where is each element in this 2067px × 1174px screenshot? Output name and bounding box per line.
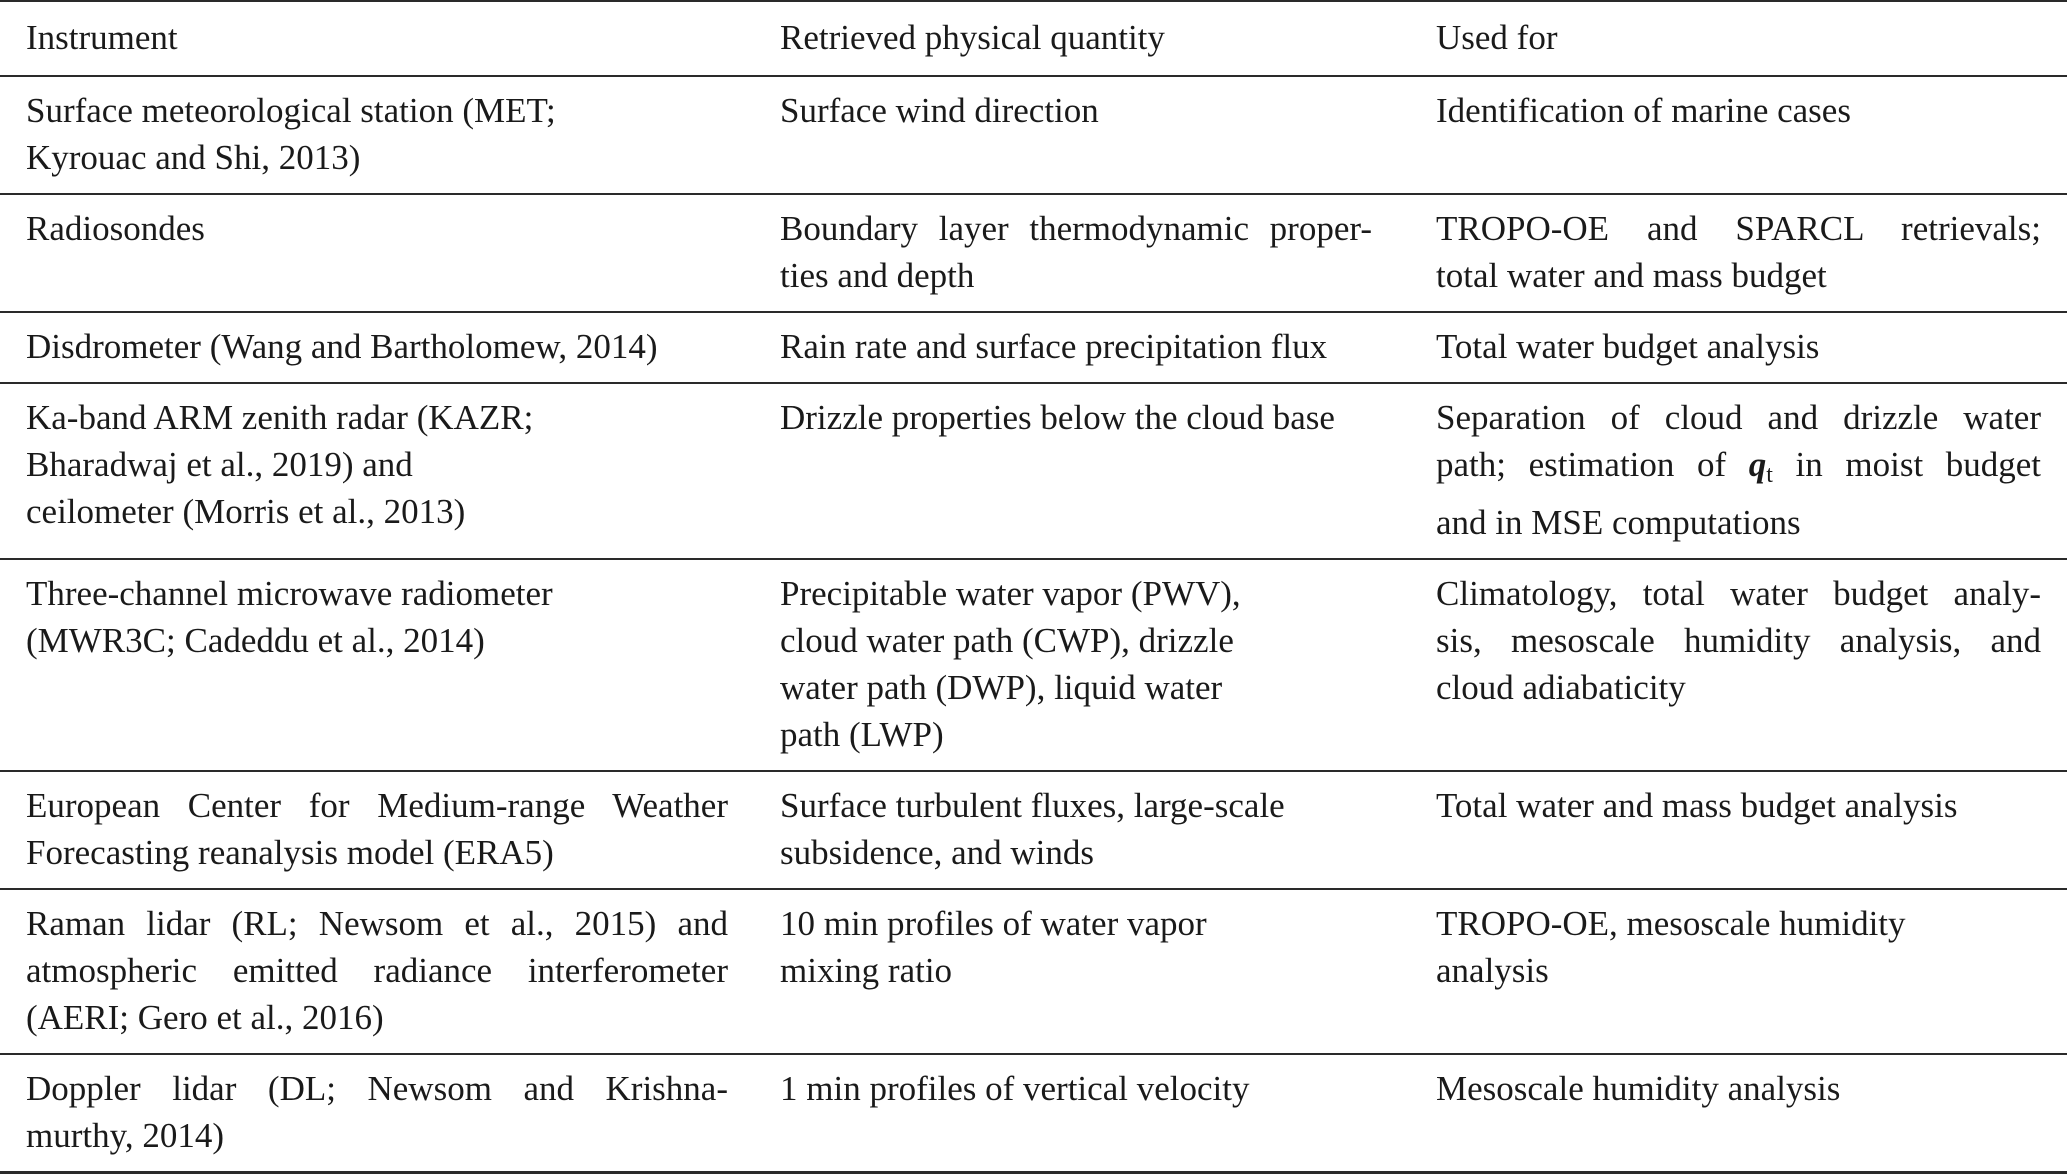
used-for-cell <box>1412 194 2067 312</box>
cell-line: analysis <box>1436 951 1549 990</box>
cell-line: cloud water path (CWP), drizzle <box>780 621 1234 660</box>
cell-line: Drizzle properties below the cloud base <box>780 398 1335 437</box>
math-symbol: q <box>1748 445 1767 484</box>
instrument-cell <box>0 889 754 1054</box>
cell-line: Boundary layer thermodynamic proper- <box>780 209 1372 248</box>
quantity-cell <box>754 383 1412 559</box>
cell-line: mixing ratio <box>780 951 953 990</box>
cell-line: TROPO-OE, mesoscale humidity <box>1436 904 1906 943</box>
table-row <box>0 889 2067 1054</box>
table-row <box>0 194 2067 312</box>
quantity-cell <box>754 889 1412 1054</box>
quantity-cell <box>754 312 1412 383</box>
cell-line: Bharadwaj et al., 2019) and <box>26 445 413 484</box>
table-row <box>0 771 2067 889</box>
instrument-cell <box>0 771 754 889</box>
cell-line: Total water and mass budget analysis <box>1436 786 1958 825</box>
quantity-cell <box>754 771 1412 889</box>
cell-line: Total water budget analysis <box>1436 327 1820 366</box>
cell-line: path (LWP) <box>780 715 944 754</box>
cell-text: path; estimation of <box>1436 445 1727 484</box>
cell-line: Climatology, total water budget analy- <box>1436 574 2041 613</box>
cell-line: Surface turbulent fluxes, large-scale <box>780 786 1285 825</box>
cell-line: TROPO-OE and SPARCL retrievals; <box>1436 209 2041 248</box>
instrument-cell <box>0 312 754 383</box>
cell-text: in moist budget <box>1795 445 2042 484</box>
math-subscript: t <box>1766 462 1773 488</box>
quantity-cell <box>754 559 1412 771</box>
header-used-for: Used for <box>1412 1 2067 76</box>
used-for-cell <box>1412 76 2067 194</box>
cell-line: Rain rate and surface precipitation flux <box>780 327 1328 366</box>
used-for-cell <box>1412 889 2067 1054</box>
cell-line: total water and mass budget <box>1436 256 1827 295</box>
cell-line: Three-channel microwave radiometer <box>26 574 553 613</box>
cell-line: Ka-band ARM zenith radar (KAZR; <box>26 398 534 437</box>
cell-line: ceilometer (Morris et al., 2013) <box>26 492 466 531</box>
cell-line: Surface wind direction <box>780 91 1099 130</box>
used-for-cell <box>1412 1054 2067 1173</box>
used-for-cell <box>1412 771 2067 889</box>
quantity-cell <box>754 1054 1412 1173</box>
header-instrument: Instrument <box>0 1 754 76</box>
cell-line: murthy, 2014) <box>26 1116 224 1155</box>
cell-line: Disdrometer (Wang and Bartholomew, 2014) <box>26 327 658 366</box>
instrument-cell <box>0 559 754 771</box>
cell-line: Identification of marine cases <box>1436 91 1851 130</box>
quantity-cell <box>754 76 1412 194</box>
table-row <box>0 383 2067 559</box>
used-for-cell <box>1412 383 2067 559</box>
cell-line: (MWR3C; Cadeddu et al., 2014) <box>26 621 485 660</box>
table-row <box>0 1054 2067 1173</box>
used-for-cell <box>1412 559 2067 771</box>
cell-line: subsidence, and winds <box>780 833 1094 872</box>
cell-line: Precipitable water vapor (PWV), <box>780 574 1241 613</box>
cell-line: 10 min profiles of water vapor <box>780 904 1207 943</box>
table-row <box>0 312 2067 383</box>
cell-line: water path (DWP), liquid water <box>780 668 1223 707</box>
table-row <box>0 559 2067 771</box>
quantity-cell <box>754 194 1412 312</box>
instrument-cell <box>0 76 754 194</box>
cell-line: Radiosondes <box>26 209 205 248</box>
instrument-cell <box>0 194 754 312</box>
cell-line: sis, mesoscale humidity analysis, and <box>1436 621 2041 660</box>
cell-line <box>1436 441 2041 499</box>
cell-line: Raman lidar (RL; Newsom et al., 2015) and <box>26 904 728 943</box>
cell-line: Doppler lidar (DL; Newsom and Krishna- <box>26 1069 728 1108</box>
cell-line: European Center for Medium-range Weather <box>26 786 728 825</box>
cell-line: Surface meteorological station (MET; <box>26 91 556 130</box>
instrument-cell <box>0 383 754 559</box>
cell-line: and in MSE computations <box>1436 503 1801 542</box>
cell-line: (AERI; Gero et al., 2016) <box>26 998 384 1037</box>
cell-line: ties and depth <box>780 256 975 295</box>
cell-line: Separation of cloud and drizzle water <box>1436 398 2041 437</box>
cell-line: 1 min profiles of vertical velocity <box>780 1069 1250 1108</box>
header-row <box>0 1 2067 76</box>
cell-line: atmospheric emitted radiance interferometer <box>26 951 728 990</box>
header-quantity: Retrieved physical quantity <box>754 1 1412 76</box>
cell-line: Mesoscale humidity analysis <box>1436 1069 1841 1108</box>
cell-line: cloud adiabaticity <box>1436 668 1686 707</box>
instrument-cell <box>0 1054 754 1173</box>
used-for-cell <box>1412 312 2067 383</box>
cell-line: Kyrouac and Shi, 2013) <box>26 138 361 177</box>
table-row <box>0 76 2067 194</box>
cell-line: Forecasting reanalysis model (ERA5) <box>26 833 554 872</box>
